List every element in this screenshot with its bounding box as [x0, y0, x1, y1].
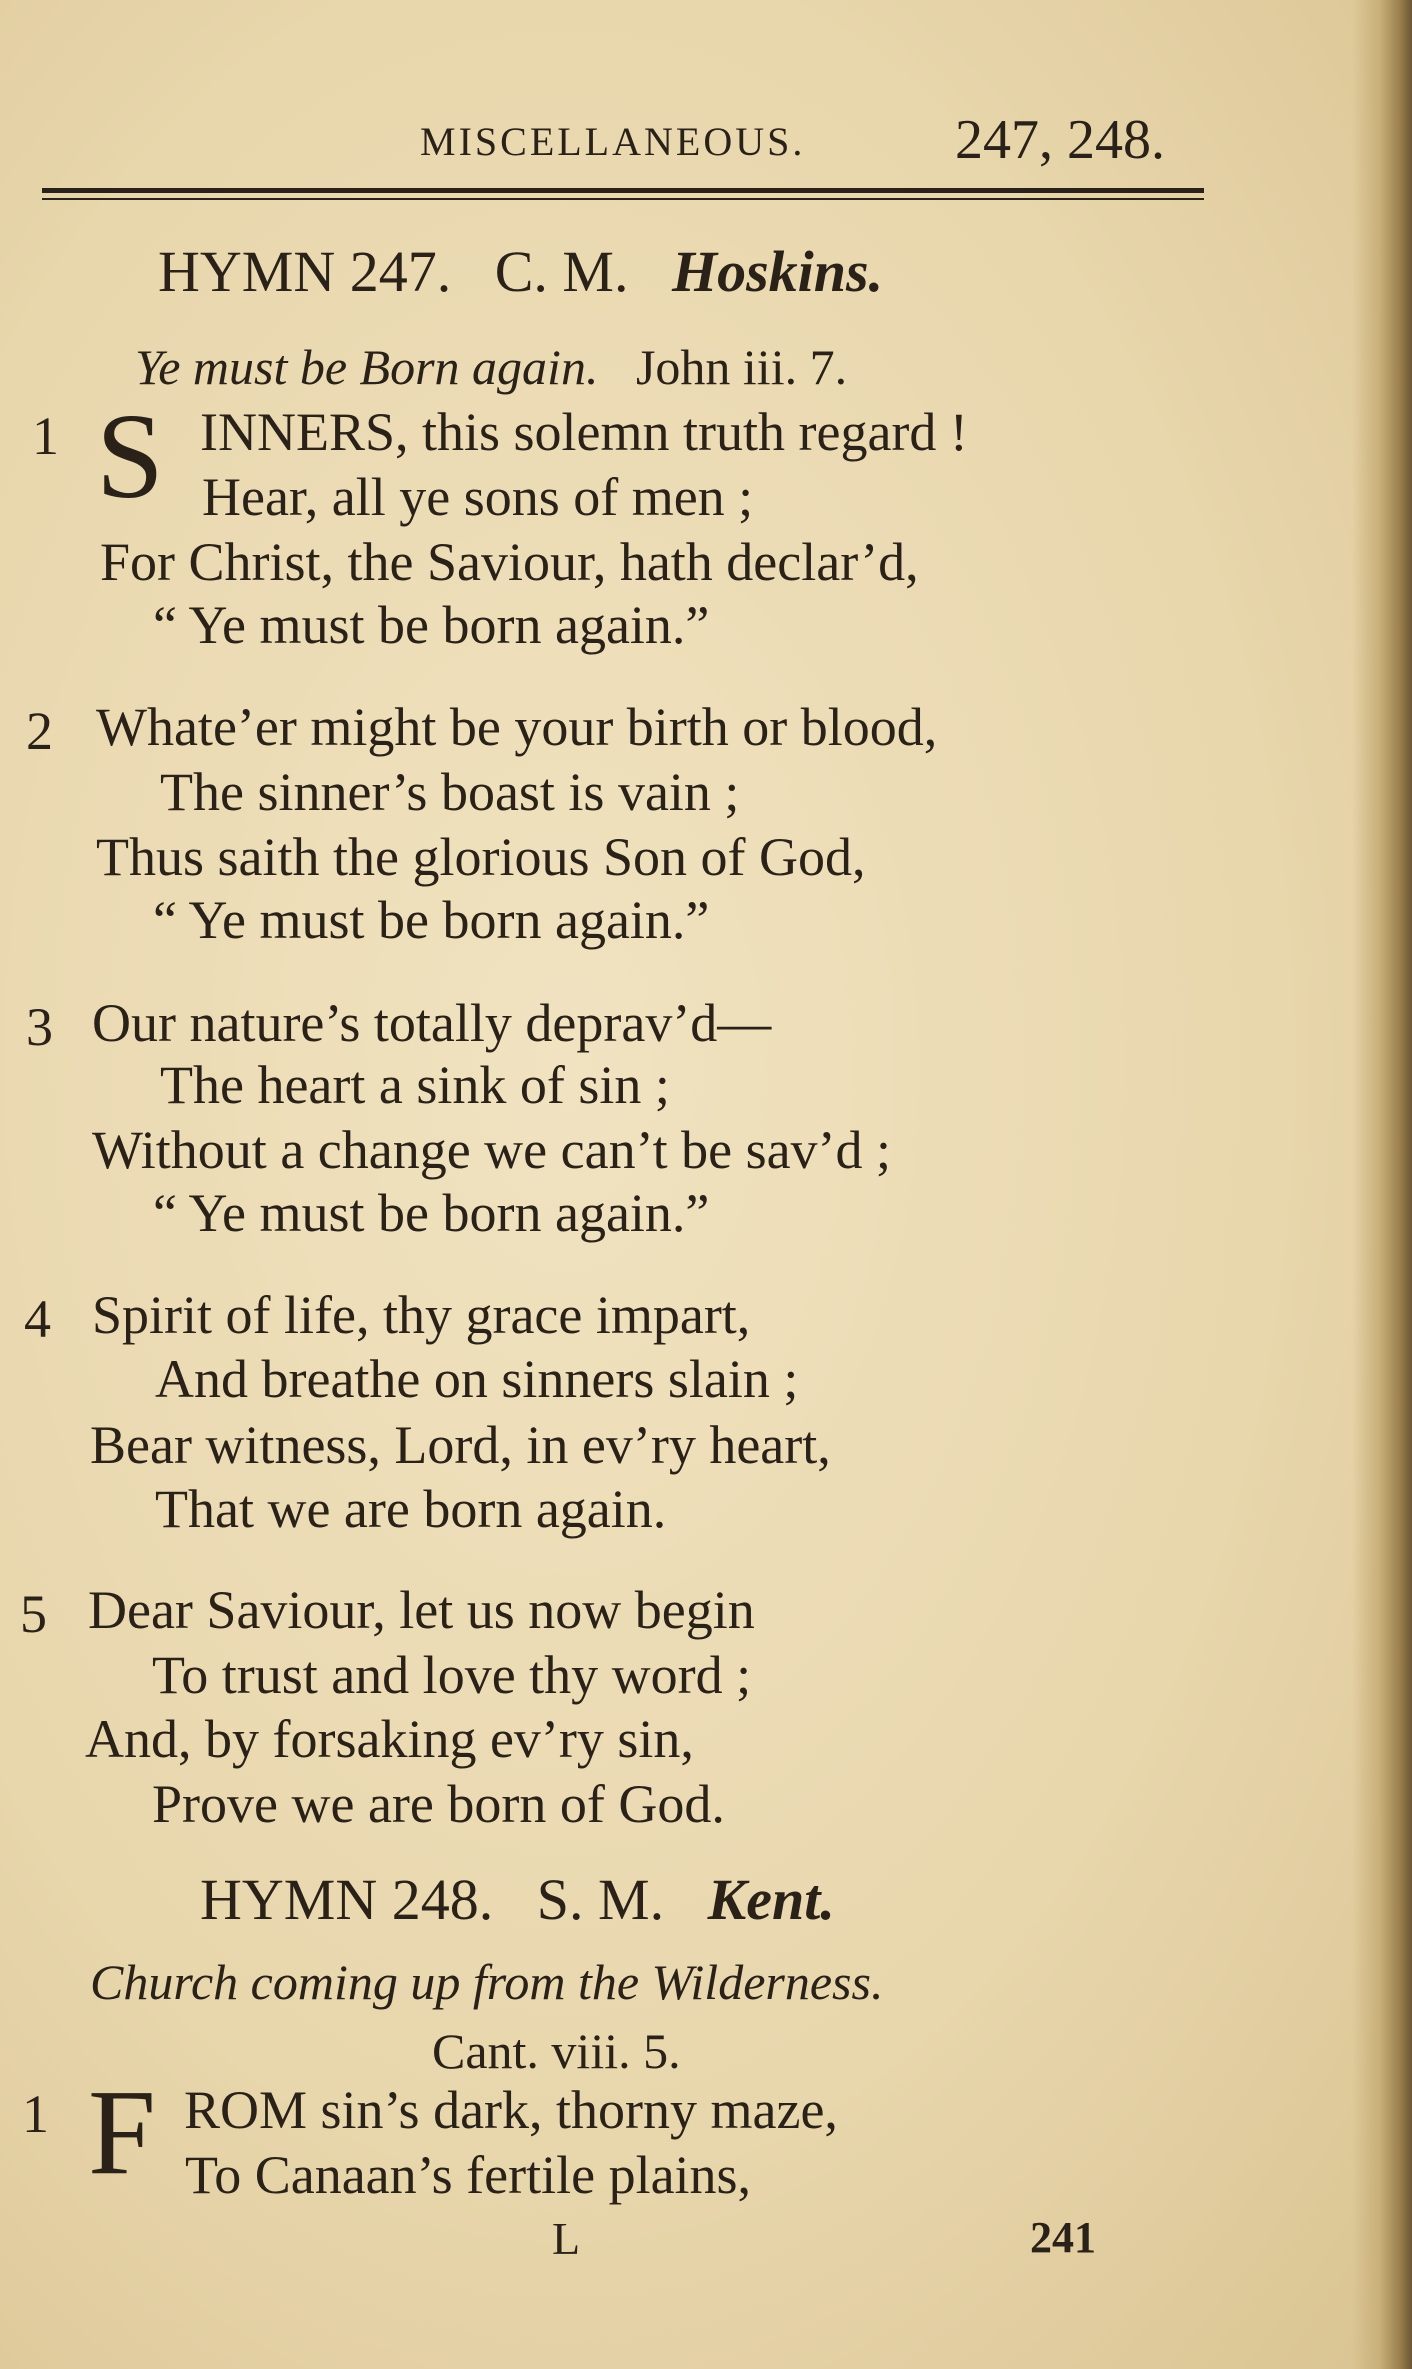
signature-mark: L	[552, 2213, 581, 2264]
stanza-number: 2	[26, 701, 53, 761]
drop-cap: S	[96, 389, 164, 524]
verse-line: Whate’er might be your birth or blood,	[96, 697, 938, 757]
verse-line: Our nature’s totally deprav’d—	[92, 993, 772, 1053]
verse-line: And breathe on sinners slain ;	[155, 1349, 799, 1409]
verse-line: To Canaan’s fertile plains,	[185, 2145, 752, 2205]
verse-line: Prove we are born of God.	[152, 1774, 725, 1834]
hymn-248-reference: Cant. viii. 5.	[432, 2023, 681, 2079]
hymn-247-number: HYMN 247.	[158, 239, 452, 304]
verse-line: Spirit of life, thy grace impart,	[92, 1285, 751, 1345]
header-rule-thin	[42, 198, 1204, 200]
verse-line: INNERS, this solemn truth regard !	[200, 402, 968, 462]
page-range: 247, 248.	[955, 109, 1165, 171]
page-number: 241	[1030, 2213, 1096, 2262]
verse-line: “ Ye must be born again.”	[153, 1183, 710, 1243]
verse-line: The sinner’s boast is vain ;	[160, 762, 740, 822]
verse-line: The heart a sink of sin ;	[160, 1055, 670, 1115]
hymn-248-theme: Church coming up from the Wilderness.	[90, 1954, 884, 2010]
verse-line: That we are born again.	[155, 1479, 667, 1539]
hymn-247-meter: C. M.	[494, 239, 629, 304]
verse-line: Thus saith the glorious Son of God,	[96, 827, 866, 887]
verse-line: ROM sin’s dark, thorny maze,	[184, 2080, 838, 2140]
verse-line: Hear, all ye sons of men ;	[202, 467, 754, 527]
stanza-number: 1	[32, 406, 59, 466]
hymn-248-number: HYMN 248.	[200, 1867, 494, 1932]
drop-cap: F	[88, 2065, 156, 2200]
hymn-248-meter: S. M.	[536, 1867, 665, 1932]
stanza-number: 3	[26, 997, 53, 1057]
verse-line: Dear Saviour, let us now begin	[88, 1580, 755, 1640]
stanza-number: 4	[24, 1289, 51, 1349]
hymn-248-subtitle	[90, 1953, 883, 2011]
verse-line: To trust and love thy word ;	[152, 1645, 752, 1705]
hymn-248-author: Kent.	[707, 1867, 835, 1932]
header-rule-thick	[42, 188, 1204, 193]
hymn-247-subtitle	[135, 338, 847, 396]
hymn-247-title	[158, 238, 883, 305]
verse-line: “ Ye must be born again.”	[153, 890, 710, 950]
running-head: MISCELLANEOUS.	[420, 119, 806, 164]
verse-line: “ Ye must be born again.”	[153, 595, 710, 655]
stanza-number: 5	[20, 1584, 47, 1644]
verse-line: Without a change we can’t be sav’d ;	[92, 1120, 892, 1180]
hymn-247-theme: Ye must be Born again.	[135, 339, 599, 395]
hymn-247-reference: John iii. 7.	[635, 339, 848, 395]
verse-line: Bear witness, Lord, in ev’ry heart,	[90, 1415, 831, 1475]
hymn-247-author: Hoskins.	[672, 239, 884, 304]
stanza-number: 1	[22, 2084, 49, 2144]
verse-line: For Christ, the Saviour, hath declar’d,	[100, 532, 919, 592]
hymn-248-title	[200, 1866, 835, 1933]
page-edge-shadow	[1352, 0, 1412, 2369]
verse-line: And, by forsaking ev’ry sin,	[85, 1709, 694, 1769]
